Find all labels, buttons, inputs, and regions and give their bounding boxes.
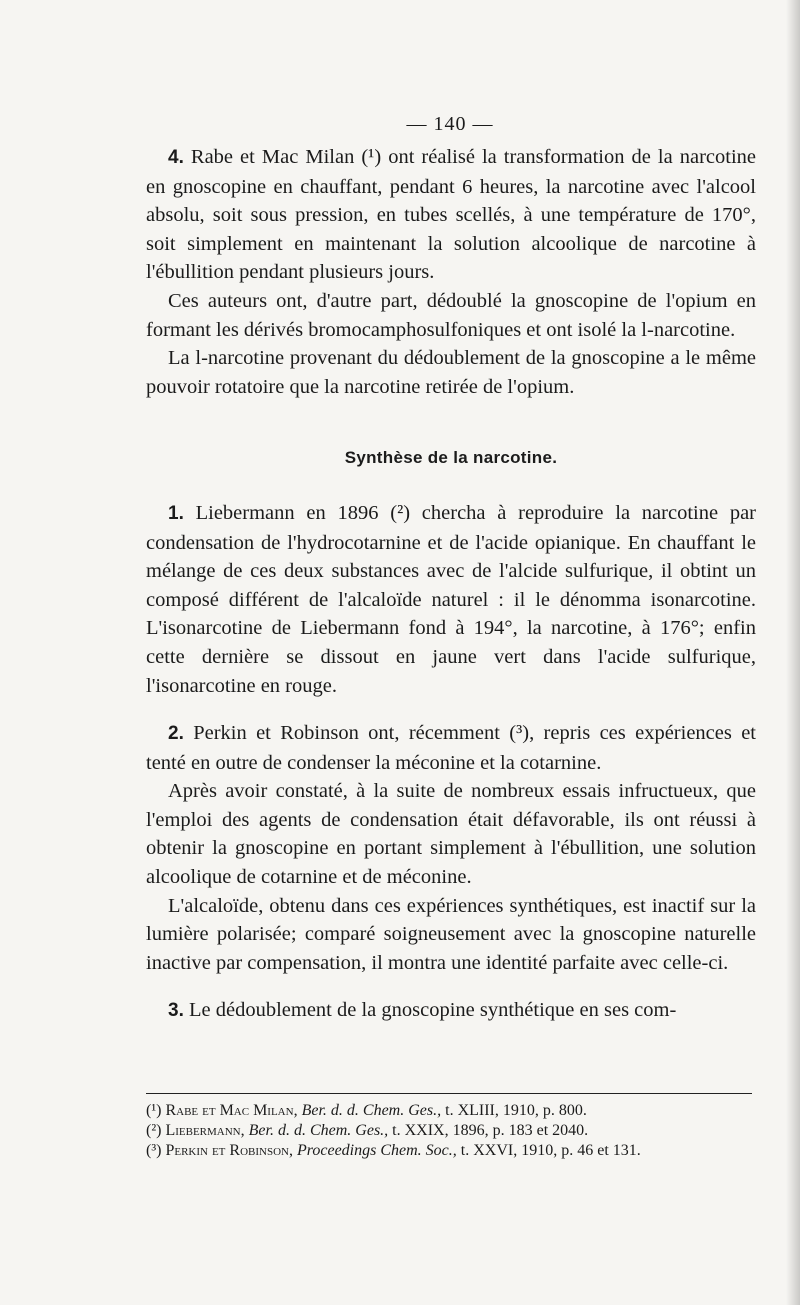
paragraph-text: Ces auteurs ont, d'autre part, dédoublé la gnoscopine de l'opium en formant les dérivés bromocamphosulfoniques et ont isolé la l-narcotine.: [146, 289, 756, 341]
footnote-journal: Ber. d. d. Chem. Ges.,: [248, 1122, 389, 1139]
footnote-mark: (³): [146, 1142, 162, 1159]
paragraph-text: La l-narcotine provenant du dédoublement de la gnoscopine a le même pouvoir rotatoire que la narcotine retirée de l'opium.: [146, 347, 756, 398]
footnote-rule: [146, 1093, 752, 1094]
footnote-mark: (¹): [146, 1102, 162, 1119]
footnote-authors: Rabe et Mac Milan,: [165, 1102, 298, 1119]
section-heading: Synthèse de la narcotine.: [344, 448, 558, 468]
paragraph-4-rabe: [146, 143, 756, 287]
paragraph-number: 3.: [168, 1000, 184, 1022]
footnotes: [146, 1101, 766, 1161]
paragraph-3-dedoublement: [146, 996, 756, 1026]
footnote-authors: Liebermann,: [165, 1122, 245, 1139]
paragraph-number: 2.: [168, 723, 184, 745]
page-edge-shadow: [786, 0, 800, 1305]
paragraph-text: Perkin et Robinson ont, récemment (³), repris ces expériences et tenté en outre de condenser la méconine et la cotarnine.: [146, 722, 756, 774]
paragraph-text: Rabe et Mac Milan (¹) ont réalisé la transformation de la narcotine en gnoscopine en chauffant, pendant 6 heures, la narcotine avec l'alcool absolu, soit sous pression, en tubes scellés, à une température de 170°, soit simplement en maintenant la solution alcoolique de narcotine à l'ébullition pendant plusieurs jours.: [146, 146, 756, 284]
footnote-journal: Proceedings Chem. Soc.,: [296, 1142, 457, 1159]
paragraph-text: Liebermann en 1896 (²) chercha à reproduire la narcotine par condensation de l'hydrocotarnine et de l'acide opianique. En chauffant le mélange de ces deux substances avec de l'alcide sulfurique, il obtint un composé différent de l'alcaloïde naturel : il le dénomma isonarcotine. L'isonarcotine de Liebermann fond à 194°, la narcotine, à 176°; enfin cette dernière se dissout en jaune vert dans l'acide sulfurique, l'isonarcotine en rouge.: [146, 501, 756, 697]
paragraph-alcaloide: [146, 892, 756, 978]
main-text: [146, 143, 756, 1026]
paragraph-apres-avoir: [146, 777, 756, 891]
paragraph-number: 1.: [168, 502, 184, 524]
footnote-2: [146, 1121, 766, 1141]
page-number: — 140 —: [406, 113, 494, 135]
footnote-reference: t. XXVI, 1910, p. 46 et 131.: [460, 1142, 641, 1159]
paragraph-2-perkin: [146, 719, 756, 777]
paragraph-text: Le dédoublement de la gnoscopine synthétique en ses com-: [183, 999, 677, 1022]
paragraph-text: L'alcaloïde, obtenu dans ces expériences synthétiques, est inactif sur la lumière polarisée; comparé soigneusement avec la gnoscopine naturelle inactive par compensation, il montra une identité parfaite avec celle-ci.: [146, 894, 756, 974]
footnote-mark: (²): [146, 1122, 162, 1139]
paragraph-l-narcotine: [146, 344, 756, 401]
paragraph-1-liebermann: [146, 499, 756, 700]
footnote-reference: t. XXIX, 1896, p. 183 et 2040.: [392, 1122, 589, 1139]
footnote-journal: Ber. d. d. Chem. Ges.,: [301, 1102, 442, 1119]
paragraph-dedoublement: [146, 287, 756, 344]
footnote-3: [146, 1141, 766, 1161]
paragraph-number: 4.: [168, 147, 184, 168]
footnote-1: [146, 1101, 766, 1121]
footnote-reference: t. XLIII, 1910, p. 800.: [445, 1102, 587, 1119]
footnote-authors: Perkin et Robinson,: [165, 1142, 293, 1159]
paragraph-text: Après avoir constaté, à la suite de nombreux essais infructueux, que l'emploi des agents de condensation était défavorable, ils ont réussi à obtenir la gnoscopine en portant simplement à l'ébullition, une solution alcoolique de cotarnine et de méconine.: [146, 780, 756, 889]
